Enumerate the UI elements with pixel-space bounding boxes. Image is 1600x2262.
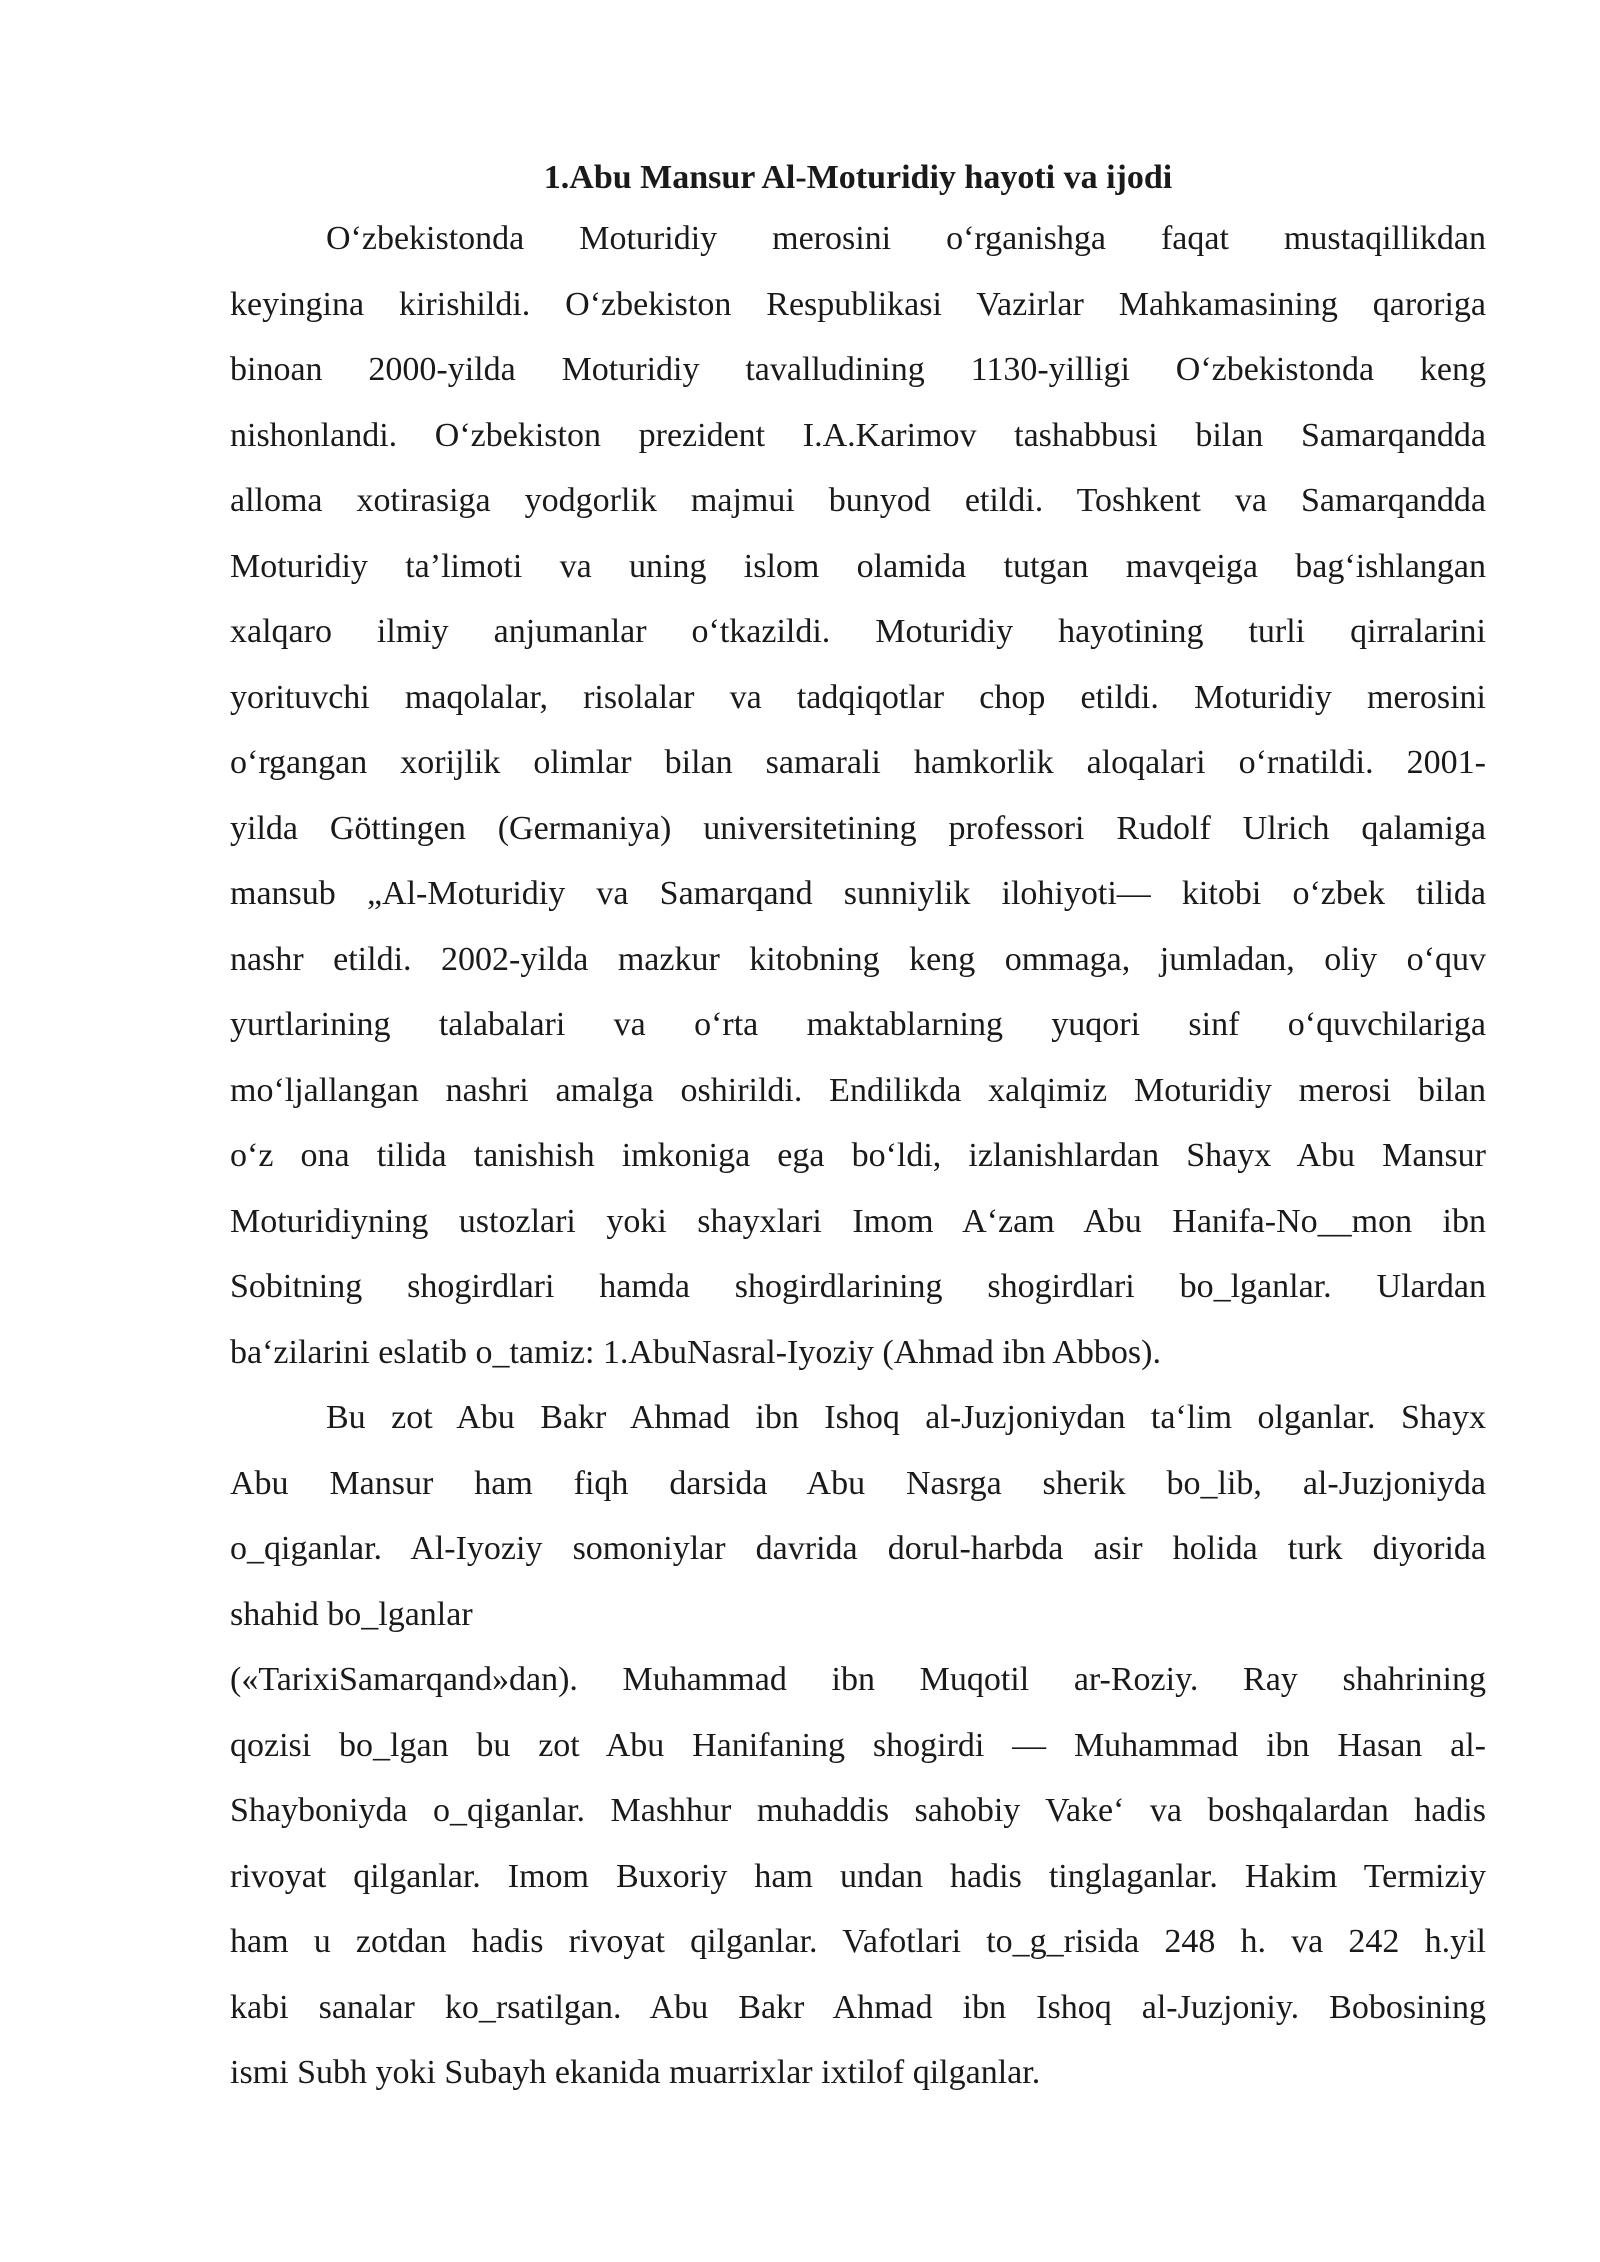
document-page (230, 150, 1486, 2106)
text-line: Sobitning shogirdlari hamda shogirdlarining shogirdlari bo_lganlar. Ulardan (230, 1268, 1486, 1305)
paragraph (230, 206, 1486, 1385)
text-line: rivoyat qilganlar. Imom Buxoriy ham undan hadis tinglaganlar. Hakim Termiziy (230, 1857, 1486, 1895)
document-body (230, 206, 1486, 2106)
paragraph (230, 1647, 1486, 2106)
text-line: nishonlandi. O‘zbekiston prezident I.A.Karimov tashabbusi bilan Samarqandda (230, 416, 1486, 454)
text-line: xalqaro ilmiy anjumanlar o‘tkazildi. Moturidiy hayotining turli qirralarini (230, 613, 1486, 650)
paragraph (230, 1385, 1486, 1647)
text-line: ham u zotdan hadis rivoyat qilganlar. Vafotlari to_g_risida 248 h. va 242 h.yil (230, 1923, 1486, 1960)
text-line: Abu Mansur ham fiqh darsida Abu Nasrga sherik bo_lib, al-Juzjoniyda (230, 1464, 1486, 1502)
text-line: keyingina kirishildi. O‘zbekiston Respublikasi Vazirlar Mahkamasining qaroriga (230, 285, 1486, 323)
text-line: mo‘ljallangan nashri amalga oshirildi. Endilikda xalqimiz Moturidiy merosi bilan (230, 1071, 1486, 1109)
text-line: Moturidiy ta’limoti va uning islom olamida tutgan mavqeiga bag‘ishlangan (230, 547, 1486, 585)
text-line: yurtlarining talabalari va o‘rta maktablarning yuqori sinf o‘quvchilariga (230, 1006, 1486, 1043)
text-line: alloma xotirasiga yodgorlik majmui bunyod etildi. Toshkent va Samarqandda (230, 482, 1486, 519)
text-line: («TarixiSamarqand»dan). Muhammad ibn Muqotil ar-Roziy. Ray shahrining (230, 1661, 1486, 1698)
text-line: Moturidiyning ustozlari yoki shayxlari Imom A‘zam Abu Hanifa-No__mon ibn (230, 1202, 1486, 1240)
text-line: kabi sanalar ko_rsatilgan. Abu Bakr Ahmad ibn Ishoq al-Juzjoniy. Bobosining (230, 1988, 1486, 2026)
text-line: mansub „Al-Moturidiy va Samarqand sunniylik ilohiyoti— kitobi o‘zbek tilida (230, 875, 1486, 912)
text-line: o‘z ona tilida tanishish imkoniga ega bo‘ldi, izlanishlardan Shayx Abu Mansur (230, 1137, 1486, 1174)
text-line: o_qiganlar. Al-Iyoziy somoniylar davrida dorul-harbda asir holida turk diyorida (230, 1530, 1486, 1567)
text-line: Shayboniyda o_qiganlar. Mashhur muhaddis sahobiy Vake‘ va boshqalardan hadis (230, 1792, 1486, 1829)
document-title: 1.Abu Mansur Al-Moturidiy hayoti va ijodi (543, 159, 1173, 196)
text-line: o‘rgangan xorijlik olimlar bilan samarali hamkorlik aloqalari o‘rnatildi. 2001- (230, 744, 1486, 781)
text-line: Bu zot Abu Bakr Ahmad ibn Ishoq al-Juzjoniydan ta‘lim olganlar. Shayx (326, 1399, 1486, 1436)
text-line: O‘zbekistonda Moturidiy merosini o‘rganishga faqat mustaqillikdan (326, 220, 1486, 257)
text-line: yorituvchi maqolalar, risolalar va tadqiqotlar chop etildi. Moturidiy merosini (230, 678, 1486, 716)
text-line: ba‘zilarini eslatib o_tamiz: 1.AbuNasral-Iyoziy (Ahmad ibn Abbos). (230, 1333, 1161, 1371)
text-line: ismi Subh yoki Subayh ekanida muarrixlar ixtilof qilganlar. (230, 2054, 1041, 2091)
text-line: binoan 2000-yilda Moturidiy tavalludining 1130-yilligi O‘zbekistonda keng (230, 351, 1486, 388)
text-line: yilda Göttingen (Germaniya) universitetining professori Rudolf Ulrich qalamiga (230, 809, 1486, 847)
text-line: qozisi bo_lgan bu zot Abu Hanifaning shogirdi — Muhammad ibn Hasan al- (230, 1726, 1486, 1764)
text-line: nashr etildi. 2002-yilda mazkur kitobning keng ommaga, jumladan, oliy o‘quv (230, 940, 1486, 978)
text-line: shahid bo_lganlar (230, 1595, 473, 1633)
